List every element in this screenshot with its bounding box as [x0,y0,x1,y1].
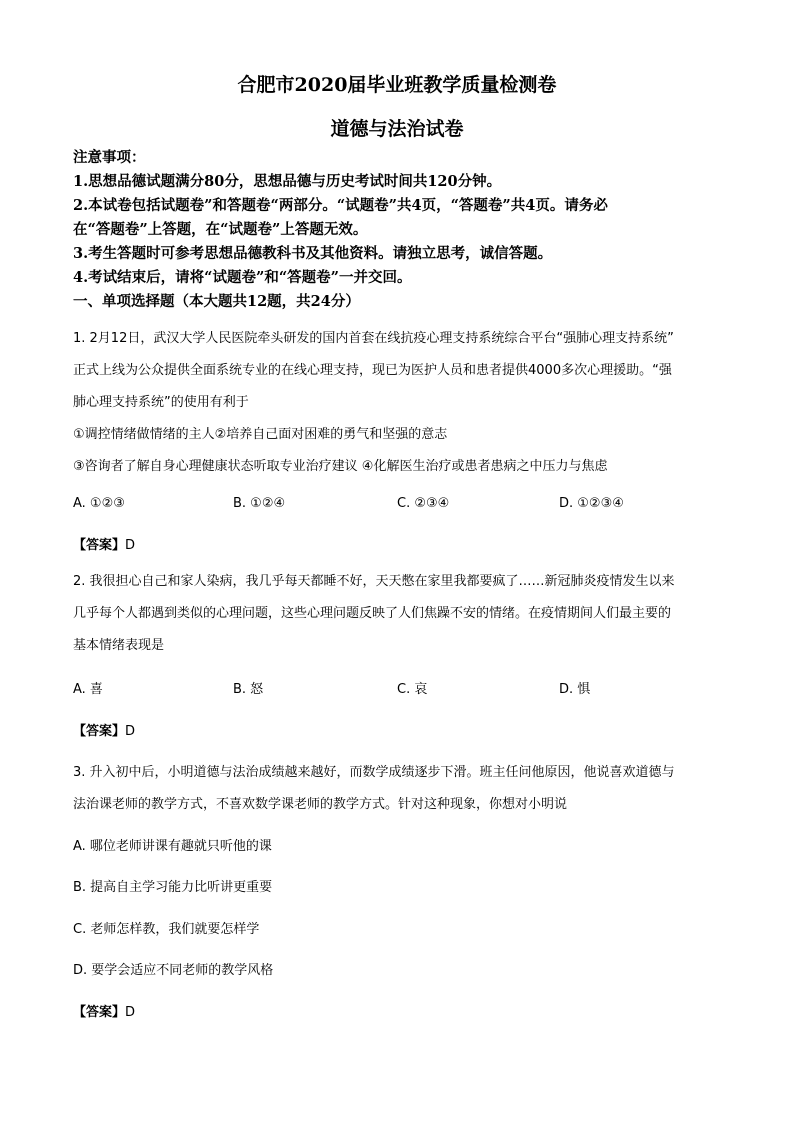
question-text-line: 2. 我很担心自己和家人染病，我几乎每天都睡不好，天天憋在家里我都要疯了……新冠肺炎疫情发生以来 [73,574,675,589]
question-text-line: 正式上线为公众提供全面系统专业的在线心理支持，现已为医护人员和患者提供4000多次心理援助。“强 [73,363,672,378]
question-1-options [73,492,733,516]
option-b: B. 怒 [233,682,264,697]
question-2-options [73,678,733,702]
question-1-answer [73,534,135,558]
notes-section [73,146,733,314]
question-3-answer [73,1001,135,1025]
option-d: D. 要学会适应不同老师的教学风格 [73,963,274,978]
option-a: A. 哪位老师讲课有趣就只听他的课 [73,839,272,854]
answer-tag: 【答案】 [73,724,126,739]
option-c: C. 老师怎样教，我们就要怎样学 [73,922,260,937]
question-1 [73,323,733,483]
notes-heading: 注意事项： [73,149,146,166]
question-text-line: ③咨询者了解自身心理健康状态听取专业治疗建议 ④化解医生治疗或患者患病之中压力与焦虑 [73,459,608,474]
question-3 [73,757,733,821]
question-text-line: ①调控情绪做情绪的主人②培养自己面对困难的勇气和坚强的意志 [73,427,448,442]
option-c: C. 哀 [397,682,428,697]
exam-subtitle: 道德与法治试卷 [330,118,464,140]
answer-value: D [125,724,136,739]
note-item: 2.本试卷包括试题卷”和答题卷“两部分。“试题卷”共4页，“答题卷”共4页。请务必 [73,197,608,214]
question-text-line: 基本情绪表现是 [73,638,165,653]
option-a: A. ①②③ [73,496,125,511]
question-text-line: 肺心理支持系统”的使用有利于 [73,395,249,410]
option-d: D. ①②③④ [559,496,624,511]
option-b: B. ①②④ [233,496,286,511]
question-text-line: 1. 2月12日，武汉大学人民医院牵头研发的国内首套在线抗疫心理支持系统综合平台“强肺心理支持系统” [73,331,674,346]
option-c: C. ②③④ [397,496,450,511]
option-d: D. 惧 [559,682,591,697]
note-item: 1.思想品德试题满分80分，思想品德与历史考试时间共120分钟。 [73,173,502,190]
answer-tag: 【答案】 [73,1005,126,1020]
answer-value: D [125,1005,136,1020]
note-item: 3.考生答题时可参考思想品德教科书及其他资料。请独立思考，诚信答题。 [73,245,553,262]
option-b: B. 提高自主学习能力比听讲更重要 [73,880,273,895]
question-2 [73,566,733,662]
question-2-answer [73,720,135,744]
question-text-line: 3. 升入初中后，小明道德与法治成绩越来越好，而数学成绩逐步下滑。班主任问他原因，他说喜欢道德与 [73,765,675,780]
exam-title: 合肥市2020届毕业班教学质量检测卷 [237,74,557,96]
note-item: 4.考试结束后，请将“试题卷”和“答题卷”一并交回。 [73,269,412,286]
question-text-line: 法治课老师的教学方式，不喜欢数学课老师的教学方式。针对这种现象，你想对小明说 [73,797,568,812]
answer-value: D [125,538,136,553]
note-item: 在“答题卷”上答题，在“试题卷”上答题无效。 [73,221,368,238]
option-a: A. 喜 [73,682,103,697]
answer-tag: 【答案】 [73,538,126,553]
question-text-line: 几乎每个人都遇到类似的心理问题，这些心理问题反映了人们焦躁不安的情绪。在疫情期间人们最主要的 [73,606,672,621]
section-heading: 一、单项选择题（本大题共12题，共24分） [73,293,360,310]
